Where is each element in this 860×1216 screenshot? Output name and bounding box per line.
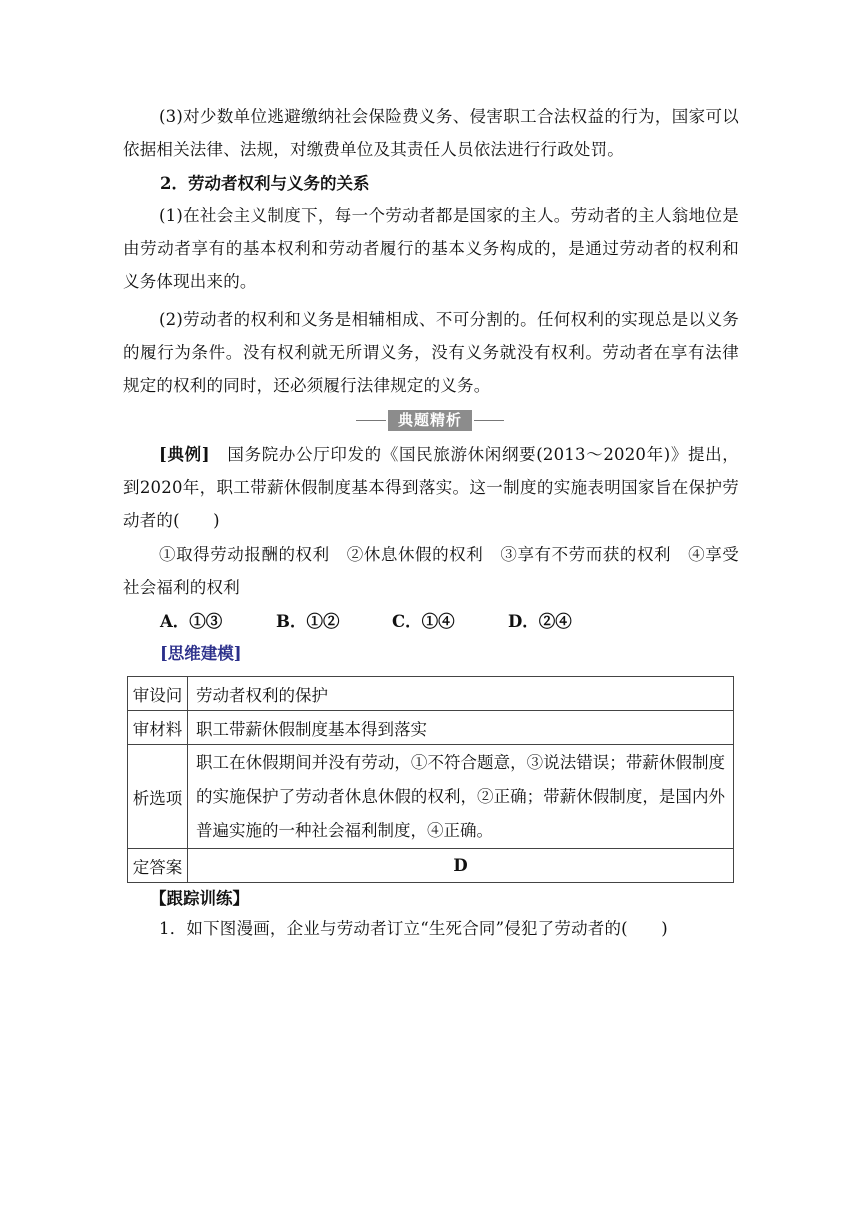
option-a: A．①③: [160, 612, 223, 631]
paragraph-social-insurance: (3)对少数单位逃避缴纳社会保险费义务、侵害职工合法权益的行为，国家可以依据相关法律、法规，对缴费单位及其责任人员依法进行行政处罚。: [123, 107, 739, 159]
row-value: 劳动者权利的保护: [188, 677, 734, 711]
model-tag: [思维建模]: [160, 644, 242, 663]
example-statements: ①取得劳动报酬的权利 ②休息休假的权利 ③享有不劳而获的权利 ④享受社会福利的权利: [123, 545, 739, 597]
table-row: [128, 677, 734, 711]
row-key: 析选项: [128, 745, 188, 849]
training-heading: 【跟踪训练】: [150, 889, 249, 908]
paragraph-master-status: (1)在社会主义制度下，每一个劳动者都是国家的主人。劳动者的主人翁地位是由劳动者享有的基本权利和劳动者履行的基本义务构成的，是通过劳动者的权利和义务体现出来的。: [123, 206, 739, 291]
question-1: 1．如下图漫画，企业与劳动者订立“生死合同”侵犯了劳动者的( ): [159, 919, 668, 938]
example-text: 国务院办公厅印发的《国民旅游休闲纲要(2013～2020年)》提出，到2020年，职工带薪休假制度基本得到落实。这一制度的实施表明国家旨在保护劳动者的( ): [123, 445, 739, 530]
table-row: [128, 745, 734, 849]
example-question: [123, 438, 739, 537]
thinking-model-table: [127, 676, 734, 883]
section-heading: 2．劳动者权利与义务的关系: [160, 174, 370, 193]
example-tag: [典例]: [159, 445, 210, 464]
option-b: B．①②: [276, 612, 340, 631]
banner-label: 典题精析: [388, 410, 472, 431]
table-row: [128, 711, 734, 745]
section-banner: [356, 410, 504, 432]
row-key: 审材料: [128, 711, 188, 745]
row-value: 职工带薪休假制度基本得到落实: [188, 711, 734, 745]
option-c: C．①④: [392, 612, 455, 631]
banner-line-right: [474, 420, 504, 421]
option-d: D．②④: [508, 612, 572, 631]
row-key: 定答案: [128, 849, 188, 883]
row-key: 审设问: [128, 677, 188, 711]
row-value: 职工在休假期间并没有劳动，①不符合题意，③说法错误；带薪休假制度的实施保护了劳动者休息休假的权利，②正确；带薪休假制度，是国内外普遍实施的一种社会福利制度，④正确。: [188, 745, 734, 849]
answer-options: [160, 608, 624, 632]
paragraph-rights-duties: (2)劳动者的权利和义务是相辅相成、不可分割的。任何权利的实现总是以义务的履行为条件。没有权利就无所谓义务，没有义务就没有权利。劳动者在享有法律规定的权利的同时，还必须履行法律规定的义务。: [123, 310, 739, 395]
banner-line-left: [356, 420, 386, 421]
table-row: [128, 849, 734, 883]
answer-value: D: [188, 849, 734, 883]
